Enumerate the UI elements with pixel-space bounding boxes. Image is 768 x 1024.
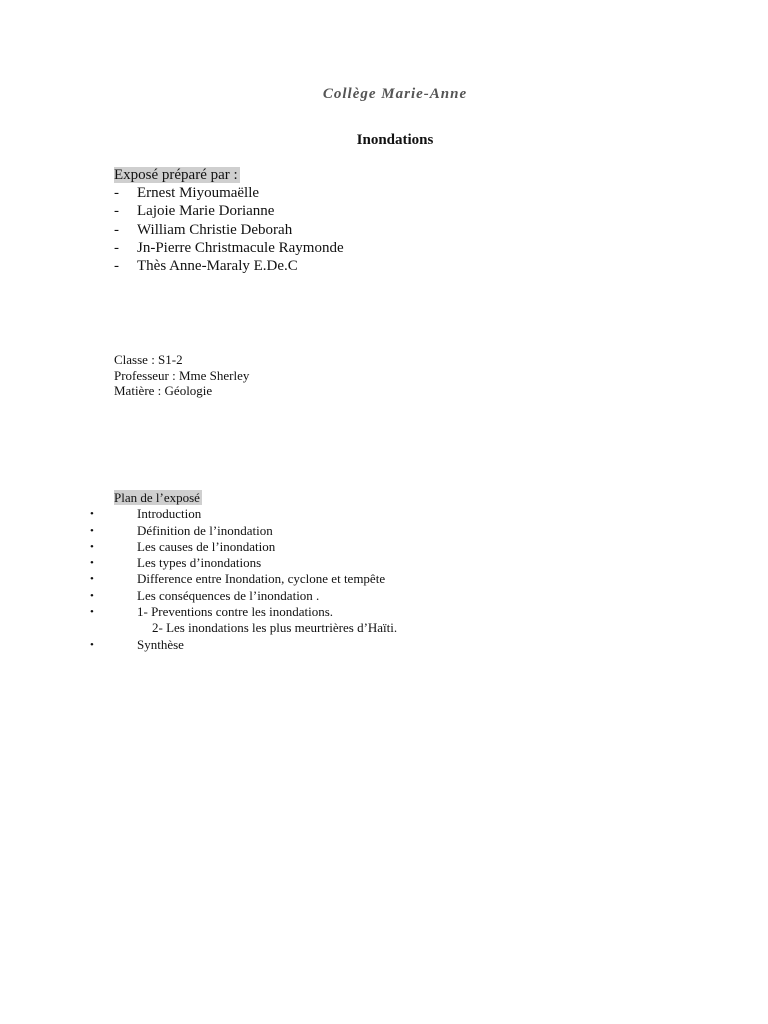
author-name: Ernest Miyoumaëlle [137,185,260,202]
plan-item [90,571,397,587]
professor-line: Professeur : Mme Sherley [114,367,250,383]
plan-label: Plan de l’exposé [114,490,200,505]
subject-line: Matière : Géologie [114,383,213,398]
prepared-by-heading [114,166,344,184]
plan-section [90,490,398,653]
authors-list [114,184,344,275]
bullet-icon: • [90,540,94,553]
class-info [114,352,249,399]
author-item [114,184,344,202]
dash-marker: - [114,239,119,256]
plan-item [90,538,397,555]
author-item [114,239,344,257]
plan-item-label: Les causes de l’inondation [137,538,276,554]
authors-section [114,166,344,275]
bullet-icon: • [90,606,94,619]
plan-item-label: Synthèse [137,636,184,652]
dash-marker: - [114,258,119,275]
author-name: Jn-Pierre Christmacule Raymonde [137,239,344,256]
plan-heading [114,490,397,506]
bullet-icon: • [90,508,94,521]
dash-marker: - [114,221,119,238]
document-title: Inondations [356,132,434,148]
plan-item [90,636,397,653]
author-item [114,202,344,220]
plan-item-label: Les conséquences de l’inondation . [137,587,320,603]
plan-item-label: 1- Preventions contre les inondations. [137,604,334,620]
dash-marker: - [114,203,119,220]
bullet-icon: • [90,524,94,537]
author-item [114,257,344,275]
plan-item [90,604,397,620]
plan-item-label: Les types d’inondations [137,555,262,571]
plan-item-label: Définition de l’inondation [137,522,273,538]
author-name: Thès Anne-Maraly E.De.C [137,258,298,275]
plan-item-label: Introduction [137,506,202,522]
plan-item [90,555,397,571]
plan-subitem [114,620,397,636]
prepared-by-label: Exposé préparé par : [114,167,238,183]
dash-marker: - [114,185,119,202]
plan-item-label: Difference entre Inondation, cyclone et tempête [137,571,386,587]
bullet-icon: • [90,557,94,570]
plan-item [90,587,397,604]
class-line: Classe : S1-2 [114,352,183,367]
plan-item [90,522,397,539]
author-name: Lajoie Marie Dorianne [137,203,275,220]
plan-item [90,506,397,522]
school-name: Collège Marie-Anne [322,86,468,102]
bullet-icon: • [90,589,94,602]
bullet-icon: • [90,573,94,586]
bullet-icon: • [90,638,94,651]
plan-item-label: 2- Les inondations les plus meurtrières d’Haïti. [152,620,398,636]
author-item [114,221,344,239]
author-name: William Christie Deborah [137,221,293,238]
plan-list [90,506,398,653]
